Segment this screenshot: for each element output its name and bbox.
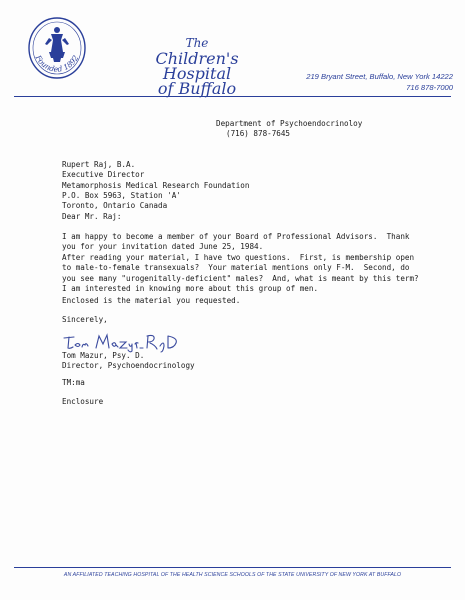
hospital-seal-logo [27, 16, 87, 80]
enclosure-note: Enclosure [62, 397, 104, 406]
hospital-name-the: The [185, 36, 209, 50]
paragraph-line: After reading your material, I have two questions. First, is membership open [62, 253, 415, 262]
inside-address [62, 160, 249, 211]
department-block [216, 119, 362, 140]
paragraph-line: I am happy to become a member of your Board of Professional Advisors. Thank [62, 232, 410, 241]
recipient-po-box: P.O. Box 5963, Station 'A' [62, 190, 181, 200]
signer-name: Tom Mazur, Psy. D. [62, 351, 145, 360]
recipient-title: Executive Director [62, 170, 145, 180]
paragraph-line: you for your invitation dated June 25, 1984. [62, 242, 264, 252]
department-phone: (716) 878-7645 [226, 129, 291, 139]
signer-title: Director, Psychoendocrinology [62, 361, 195, 371]
paragraph-line: to male-to-female transexuals? Your material mentions only F-M. Second, do [62, 263, 410, 273]
footer-divider [14, 567, 451, 568]
hospital-name-line2: of Buffalo [157, 79, 237, 98]
footer-affiliation: AN AFFILIATED TEACHING HOSPITAL OF THE HEALTH SCIENCE SCHOOLS OF THE STATE UNIVERSITY OF NEW YORK AT BUFFALO [63, 572, 402, 578]
closing: Sincerely, [62, 315, 108, 324]
recipient-organization: Metamorphosis Medical Research Foundation [62, 180, 250, 190]
salutation: Dear Mr. Raj: [62, 212, 122, 221]
hospital-phone: 716 878-7000 [406, 83, 453, 92]
paragraph-line: you see many "urogenitally-deficient" males? And, what is meant by this term? [62, 273, 419, 283]
paragraph-line: I am interested in knowing more about this group of men. [62, 283, 319, 293]
signer-block [62, 351, 195, 372]
seal-founded-text: Founded 1892 [33, 53, 81, 74]
paragraph-3: Enclosed is the material you requested. [62, 296, 241, 305]
hospital-name [138, 36, 256, 96]
letterhead-divider [14, 96, 451, 97]
recipient-city: Toronto, Ontario Canada [62, 201, 168, 211]
hospital-name-line1: Children's Hospital [155, 49, 239, 83]
paragraph-1 [62, 232, 409, 253]
hospital-address: 219 Bryant Street, Buffalo, New York 14222 [306, 72, 453, 81]
reference-initials: TM:ma [62, 378, 85, 387]
recipient-name: Rupert Raj, B.A. [62, 160, 136, 169]
hospital-address-block [306, 71, 453, 93]
paragraph-2 [62, 253, 419, 294]
department-name: Department of Psychoendocrinoloy [216, 119, 363, 128]
